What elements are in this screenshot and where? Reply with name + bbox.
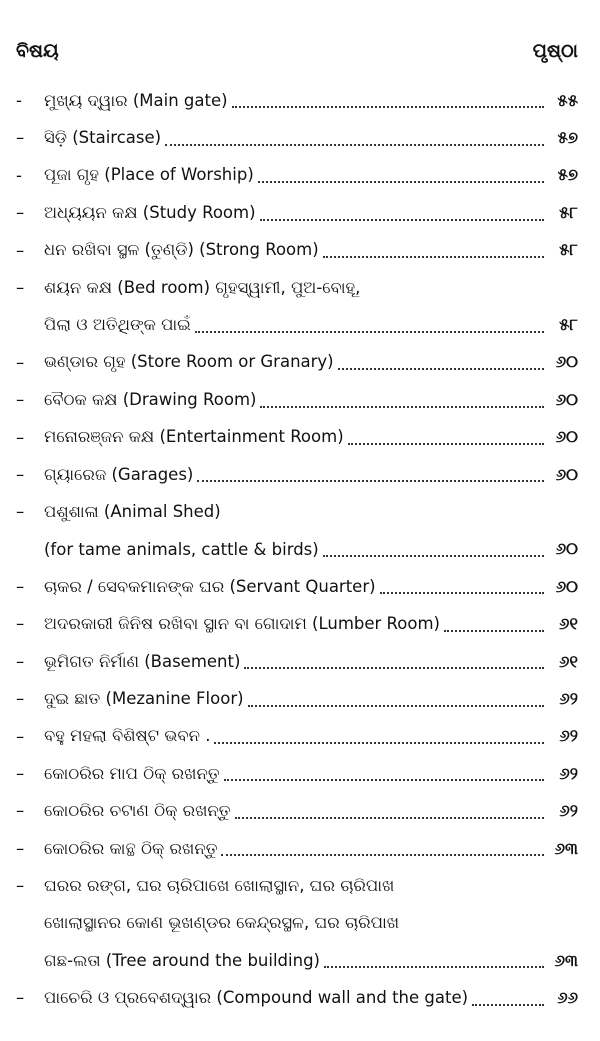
toc-line <box>0 867 600 904</box>
dot-leader <box>221 852 544 856</box>
dot-leader <box>214 740 544 744</box>
page-heading: ପୃଷ୍ଠା <box>532 40 578 62</box>
toc-dash: – <box>16 689 25 709</box>
toc-page-number: ୫୫ <box>557 90 578 110</box>
toc-entry <box>0 157 600 194</box>
toc-line <box>0 531 600 568</box>
toc-header <box>16 40 578 62</box>
toc-page-number: ୬୦ <box>555 389 578 409</box>
toc-entry-title: ଭଣ୍ଡାର ଗୃହ (Store Room or Granary) <box>44 352 334 372</box>
dot-leader <box>224 777 544 781</box>
toc-entry-title: ମୁଖ୍ୟ ଦ୍ୱାର (Main gate) <box>44 90 228 110</box>
toc-page-number: ୬୧ <box>559 651 578 671</box>
toc-page-number: ୬୨ <box>559 726 578 746</box>
toc-entry <box>0 344 600 381</box>
toc-entry <box>0 194 600 231</box>
toc-page-number: ୫୮ <box>559 240 578 260</box>
toc-line <box>0 232 600 269</box>
toc-entry-title: ବୈଠକ କକ୍ଷ (Drawing Room) <box>44 389 257 409</box>
toc-entry-title: ଶୟନ କକ୍ଷ (Bed room) ଗୃହସ୍ୱାମୀ, ପୁଅ-ବୋହୂ, <box>44 277 361 297</box>
toc-entry-title: ଚାକର / ସେବକମାନଙ୍କ ଘର (Servant Quarter) <box>44 576 376 596</box>
toc-entry <box>0 643 600 680</box>
toc-page-number: ୫୭ <box>557 128 578 148</box>
toc-entry <box>0 269 600 344</box>
toc-dash: – <box>16 651 25 671</box>
toc-entry-title: ମନୋରଞ୍ଜନ କକ୍ଷ (Entertainment Room) <box>44 427 344 447</box>
toc-entry-title: ଧନ ରଖିବା ସ୍ଥଳ (ତୁଣ୍ଡି) (Strong Room) <box>44 240 319 260</box>
toc-entry-title: ଅଦରକାରୀ ଜିନିଷ ରଖିବା ସ୍ଥାନ ବା ଗୋଦାମ (Lumber Room) <box>44 614 440 634</box>
dot-leader <box>324 964 544 968</box>
dot-leader <box>195 329 544 333</box>
toc-dash: – <box>16 726 25 746</box>
dot-leader <box>323 254 544 258</box>
toc-page-number: ୬୨ <box>559 763 578 783</box>
toc-page-number: ୬୦ <box>555 464 578 484</box>
toc-line <box>0 269 600 306</box>
toc-dash: - <box>16 165 22 185</box>
dot-leader <box>260 404 544 408</box>
subject-heading: ବିଷୟ <box>16 40 59 62</box>
toc-entry <box>0 568 600 605</box>
toc-line <box>0 344 600 381</box>
toc-dash: – <box>16 240 25 260</box>
toc-entry-title: କୋଠରିର କାନ୍ଥ ଠିକ୍ ରଖନ୍ତୁ <box>44 838 218 858</box>
toc-dash: – <box>16 764 25 784</box>
toc-entry-title: ଅଧ୍ୟୟନ କକ୍ଷ (Study Room) <box>44 202 256 222</box>
toc-page-number: ୫୮ <box>559 202 578 222</box>
toc-entry <box>0 830 600 867</box>
toc-entry <box>0 867 600 979</box>
toc-page-number: ୬୦ <box>555 352 578 372</box>
toc-entry <box>0 680 600 717</box>
toc-line <box>0 119 600 156</box>
toc-page-number: ୫୮ <box>559 315 578 335</box>
toc-page-number: ୬୦ <box>555 576 578 596</box>
toc-entry <box>0 718 600 755</box>
toc-entry-title: ଗ୍ୟାରେଜ (Garages) <box>44 464 194 484</box>
toc-dash: – <box>16 203 25 223</box>
toc-entry <box>0 792 600 829</box>
dot-leader <box>323 553 544 557</box>
toc-page-number: ୬୩ <box>554 838 578 858</box>
dot-leader <box>232 104 544 108</box>
dot-leader <box>165 142 544 146</box>
toc-dash: – <box>16 614 25 634</box>
toc-entry <box>0 755 600 792</box>
toc-entry-title: ପାଚେରି ଓ ପ୍ରବେଶଦ୍ୱାର (Compound wall and the gate) <box>44 988 469 1008</box>
toc-entry <box>0 456 600 493</box>
toc-dash: – <box>16 464 25 484</box>
toc-dash: – <box>16 502 25 522</box>
toc-line <box>0 605 600 642</box>
toc-line <box>0 194 600 231</box>
toc-entry <box>0 979 600 1016</box>
toc-dash: – <box>16 988 25 1008</box>
toc-dash: – <box>16 128 25 148</box>
toc-dash: – <box>16 352 25 372</box>
toc-page-number: ୬୦ <box>555 427 578 447</box>
toc-entry <box>0 119 600 156</box>
toc-dash: – <box>16 577 25 597</box>
toc-line <box>0 680 600 717</box>
dot-leader <box>260 217 544 221</box>
dot-leader <box>244 665 544 669</box>
toc-entry-title: କୋଠରିର ମାପ ଠିକ୍ ରଖନ୍ତୁ <box>44 763 220 783</box>
toc-entry <box>0 381 600 418</box>
toc-dash: – <box>16 838 25 858</box>
toc-entry-title: ପୂଜା ଗୃହ (Place of Worship) <box>44 165 254 185</box>
toc-line <box>0 381 600 418</box>
dot-leader <box>197 478 544 482</box>
dot-leader <box>380 590 544 594</box>
toc-entry-title: ଖୋଲାସ୍ଥାନର କୋଣ ଭୂଖଣ୍ଡର କେନ୍ଦ୍ରସ୍ଥଳ, ଘର ଚାରିପାଖ <box>44 913 400 933</box>
toc-entry-title: ପିଲା ଓ ଅତିଥିଙ୍କ ପାଇଁ <box>44 315 191 335</box>
dot-leader <box>258 179 544 183</box>
toc-entry-title: ଭୂମିଗତ ନିର୍ମାଣ (Basement) <box>44 651 241 671</box>
toc-entry-title: ବହୁ ମହଲା ବିଶିଷ୍ଟ ଭବନ . <box>44 726 211 746</box>
toc-page-number: ୬୦ <box>555 539 578 559</box>
toc-dash: – <box>16 390 25 410</box>
toc-page-number: ୬୩ <box>554 950 578 970</box>
toc-page-number: ୬୧ <box>559 614 578 634</box>
toc-entry-title: ସିଡ଼ି (Staircase) <box>44 128 162 148</box>
toc-page-number: ୫୭ <box>557 165 578 185</box>
toc-page-number: ୬୨ <box>559 688 578 708</box>
toc-page-number: ୬୨ <box>559 801 578 821</box>
toc-line <box>0 306 600 343</box>
toc-page-number: ୬୬ <box>557 988 578 1008</box>
toc-entry <box>0 605 600 642</box>
toc-entry <box>0 232 600 269</box>
toc-line <box>0 830 600 867</box>
toc-line <box>0 82 600 119</box>
toc-line <box>0 792 600 829</box>
toc-line <box>0 979 600 1016</box>
toc-line <box>0 568 600 605</box>
toc-dash: – <box>16 427 25 447</box>
toc-line <box>0 755 600 792</box>
toc-dash: – <box>16 876 25 896</box>
toc-dash: – <box>16 801 25 821</box>
toc-entry <box>0 493 600 568</box>
toc-entry <box>0 82 600 119</box>
dot-leader <box>472 1002 544 1006</box>
toc-entry-title: ଘରର ରଙ୍ଗ, ଘର ଚାରିପାଖେ ଖୋଲାସ୍ଥାନ, ଘର ଚାରିପାଖ <box>44 875 395 895</box>
toc-line <box>0 942 600 979</box>
toc-list <box>0 82 600 1017</box>
toc-line <box>0 905 600 942</box>
toc-line <box>0 419 600 456</box>
dot-leader <box>248 703 544 707</box>
toc-entry-title: (for tame animals, cattle & birds) <box>44 539 319 559</box>
toc-line <box>0 643 600 680</box>
toc-line <box>0 718 600 755</box>
toc-entry-title: ଗଛ-ଲତା (Tree around the building) <box>44 950 320 970</box>
toc-line <box>0 157 600 194</box>
toc-line <box>0 456 600 493</box>
dot-leader <box>338 366 544 370</box>
toc-line <box>0 493 600 530</box>
toc-dash: - <box>16 91 22 110</box>
dot-leader <box>235 815 544 819</box>
dot-leader <box>444 628 544 632</box>
toc-entry-title: ଦୁଇ ଛାତ (Mezanine Floor) <box>44 688 244 708</box>
toc-dash: – <box>16 277 25 297</box>
toc-entry-title: ପଶୁଶାଳା (Animal Shed) <box>44 501 221 521</box>
toc-entry-title: କୋଠରିର ଚଟାଣ ଠିକ୍ ରଖନ୍ତୁ <box>44 801 231 821</box>
dot-leader <box>348 441 544 445</box>
toc-entry <box>0 419 600 456</box>
